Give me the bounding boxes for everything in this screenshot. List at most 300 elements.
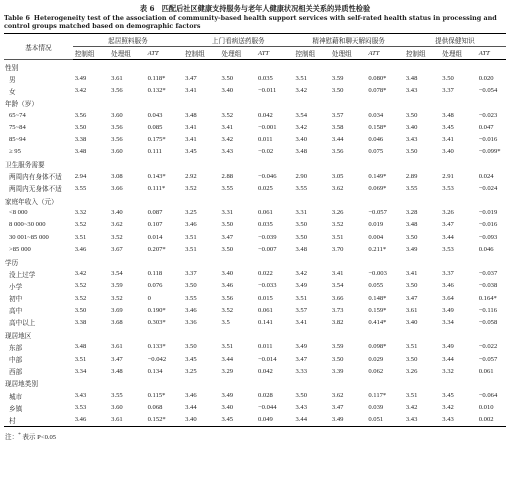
value-cell: 3.43 [221, 148, 234, 156]
value-cell: 3.60 [111, 404, 123, 412]
value-cell: 3.55 [111, 392, 123, 400]
category-row [4, 255, 506, 267]
control-group-header: 控制组 [183, 47, 219, 60]
empty-cell [293, 255, 329, 267]
value-cell: 3.44 [293, 414, 329, 427]
value-cell: 3.68 [111, 318, 123, 326]
value-cell: −0.046 [257, 172, 277, 180]
value-cell: 0.098* [368, 343, 387, 351]
empty-cell [293, 194, 329, 206]
row-label: >85 000 [9, 245, 31, 253]
value-cell: 3.49 [442, 306, 454, 314]
table-row [4, 292, 506, 304]
empty-cell [330, 377, 366, 389]
value-cell: 0.042 [257, 111, 273, 119]
value-cell: 3.43 [74, 392, 87, 400]
table-row [4, 182, 506, 194]
value-cell: 3.48 [74, 148, 87, 156]
value-cell: 3.40 [442, 148, 454, 156]
row-label: 女 [9, 88, 16, 96]
value-cell: 3.31 [221, 209, 234, 217]
value-cell: 3.57 [295, 306, 307, 314]
value-cell: 3.70 [331, 245, 344, 253]
value-cell: 3.45 [185, 148, 197, 156]
value-cell: 0.028 [257, 392, 273, 400]
empty-cell [477, 329, 506, 341]
empty-cell [109, 97, 145, 109]
value-cell: 3.49 [295, 343, 307, 351]
value-cell: 0.133* [147, 343, 166, 351]
table-row [4, 389, 506, 401]
value-cell: 3.42 [295, 123, 307, 131]
category-row [4, 194, 506, 206]
empty-cell [146, 194, 183, 206]
empty-cell [256, 97, 294, 109]
category-label: 性别 [5, 64, 19, 72]
row-label: 高中 [9, 308, 23, 316]
value-cell: 0.414* [368, 318, 387, 326]
value-cell: 3.52 [74, 282, 87, 290]
value-cell: 3.50 [74, 306, 87, 314]
row-label: 30 001~85 000 [9, 233, 49, 241]
value-cell: 3.56 [331, 148, 344, 156]
empty-cell [366, 194, 404, 206]
value-cell: −0.001 [257, 123, 277, 131]
value-cell: 3.51 [405, 343, 418, 351]
value-cell: 3.46 [74, 245, 87, 253]
value-cell: 0.022 [257, 270, 273, 278]
group-header: 上门看病送药服务 [183, 34, 293, 47]
empty-cell [330, 158, 366, 170]
value-cell: 0.061 [257, 306, 273, 314]
value-cell: 3.42 [74, 270, 87, 278]
empty-cell [477, 60, 506, 73]
value-cell: 3.62 [331, 184, 344, 192]
empty-cell [220, 377, 256, 389]
value-cell: 3.44 [185, 404, 197, 412]
note-mark: * [18, 432, 21, 438]
value-cell: 3.53 [442, 184, 454, 192]
value-cell: 3.42 [405, 404, 418, 412]
att-header: ATT [366, 47, 404, 60]
value-cell: 3.49 [221, 392, 234, 400]
value-cell: −0.019 [478, 209, 498, 217]
value-cell: 3.38 [74, 318, 87, 326]
value-cell: −0.093 [478, 233, 498, 241]
value-cell: 3.51 [221, 343, 234, 351]
value-cell: 3.43 [405, 87, 418, 95]
value-cell: 0.148* [368, 294, 387, 302]
empty-cell [293, 377, 329, 389]
value-cell: 3.54 [111, 270, 123, 278]
value-cell: −0.02 [257, 148, 274, 156]
row-label: 65~74 [9, 111, 26, 119]
value-cell: 3.53 [74, 404, 87, 412]
treatment-group-header: 处理组 [440, 47, 476, 60]
category-label: 家庭年收入（元） [5, 198, 58, 206]
table-caption-cn: 表 6 匹配后社区健康支持服务与老年人健康状况相关关系的异质性检验 [139, 4, 371, 13]
value-cell: −0.042 [147, 355, 167, 363]
empty-cell [366, 377, 404, 389]
value-cell: 3.43 [440, 414, 476, 427]
value-cell: 3.52 [74, 294, 87, 302]
value-cell: 3.62 [111, 221, 123, 229]
value-cell: 3.48 [111, 367, 123, 375]
header-row-sub [4, 47, 506, 60]
value-cell: 0.010 [478, 404, 494, 412]
empty-cell [366, 97, 404, 109]
value-cell: 3.48 [442, 111, 454, 119]
value-cell: 3.49 [330, 414, 366, 427]
value-cell: 3.60 [111, 111, 123, 119]
value-cell: 3.59 [331, 75, 344, 83]
value-cell: 0.117* [368, 392, 387, 400]
row-label-header: 基本情况 [4, 34, 73, 60]
group-header: 提供保健知识 [404, 34, 506, 47]
att-header: ATT [477, 47, 506, 60]
empty-cell [404, 97, 440, 109]
value-cell: 0.011 [257, 343, 273, 351]
table-row [4, 231, 506, 243]
value-cell: 0.078* [368, 87, 387, 95]
value-cell: 3.42 [74, 87, 87, 95]
value-cell: 3.37 [185, 270, 197, 278]
category-label: 现居地区 [5, 332, 32, 340]
value-cell: −0.099* [478, 148, 501, 156]
row-label: <8 000 [9, 209, 28, 217]
value-cell: 0.020 [478, 75, 494, 83]
value-cell: 0.046 [478, 245, 494, 253]
empty-cell [183, 60, 219, 73]
table-row [4, 304, 506, 316]
value-cell: 3.49 [74, 75, 87, 83]
value-cell: 0.062 [368, 367, 384, 375]
control-group-header: 控制组 [293, 47, 329, 60]
value-cell: −0.064 [478, 392, 498, 400]
empty-cell [404, 255, 440, 267]
row-label: 初中 [9, 296, 23, 304]
value-cell: 3.46 [442, 282, 454, 290]
table-row [4, 243, 506, 255]
value-cell: 3.52 [221, 306, 234, 314]
value-cell: 3.32 [74, 209, 87, 217]
value-cell: 3.42 [295, 87, 307, 95]
row-label: 小学 [9, 283, 23, 291]
value-cell: 3.51 [185, 245, 197, 253]
value-cell: 0.055 [368, 282, 384, 290]
value-cell: −0.024 [478, 184, 498, 192]
value-cell: 3.45 [442, 123, 454, 131]
value-cell: −0.022 [478, 343, 498, 351]
value-cell: 0.143* [147, 172, 166, 180]
empty-cell [293, 329, 329, 341]
value-cell: 3.41 [185, 123, 197, 131]
value-cell: 3.52 [185, 184, 197, 192]
value-cell: 0.035 [257, 75, 273, 83]
category-row [4, 158, 506, 170]
value-cell: 0.039 [368, 404, 384, 412]
empty-cell [146, 329, 183, 341]
value-cell: 3.52 [111, 233, 123, 241]
table-label: Table 6 [4, 14, 30, 22]
value-cell: 3.82 [331, 318, 344, 326]
value-cell: 3.40 [221, 87, 234, 95]
value-cell: 3.34 [74, 367, 87, 375]
value-cell: 3.49 [405, 245, 418, 253]
table-row [4, 207, 506, 219]
value-cell: 3.60 [111, 148, 123, 156]
empty-cell [183, 255, 219, 267]
value-cell: 3.51 [295, 294, 307, 302]
empty-cell [220, 329, 256, 341]
value-cell: 3.53 [442, 245, 454, 253]
value-cell: 3.44 [442, 355, 454, 363]
empty-cell [256, 158, 294, 170]
value-cell: 0.043 [147, 111, 163, 119]
value-cell: 3.08 [111, 172, 123, 180]
value-cell: 3.45 [185, 355, 197, 363]
category-row [4, 97, 506, 109]
heterogeneity-table [4, 33, 506, 427]
value-cell: 3.05 [331, 172, 344, 180]
empty-cell [220, 255, 256, 267]
value-cell: 3.25 [185, 209, 197, 217]
value-cell: 3.40 [405, 318, 418, 326]
value-cell: 3.37 [442, 87, 454, 95]
row-label: 男 [9, 76, 16, 84]
value-cell: 0.115* [147, 392, 166, 400]
value-cell: 3.43 [404, 414, 440, 427]
value-cell: 3.47 [295, 355, 307, 363]
empty-cell [73, 329, 109, 341]
empty-cell [330, 60, 366, 73]
value-cell: 0.011 [257, 136, 273, 144]
value-cell: 3.51 [331, 233, 344, 241]
value-cell: 3.40 [183, 414, 219, 427]
value-cell: −0.116 [478, 306, 498, 314]
value-cell: 3.50 [221, 245, 234, 253]
value-cell: 3.50 [405, 282, 418, 290]
empty-cell [256, 377, 294, 389]
value-cell: 3.55 [185, 294, 197, 302]
row-label: 中部 [9, 357, 23, 364]
empty-cell [293, 97, 329, 109]
value-cell: 0.164* [478, 294, 497, 302]
empty-cell [109, 329, 145, 341]
value-cell: 0.175* [147, 136, 166, 144]
row-label: 东部 [9, 344, 23, 352]
value-cell: 3.56 [111, 123, 123, 131]
value-cell: 0.152* [146, 414, 183, 427]
value-cell: 3.49 [442, 343, 454, 351]
table-row [4, 219, 506, 231]
row-label: 村 [4, 414, 73, 427]
value-cell: 0.004 [368, 233, 384, 241]
empty-cell [477, 255, 506, 267]
value-cell: 3.41 [221, 123, 234, 131]
value-cell: 3.56 [111, 136, 123, 144]
control-group-header: 控制组 [404, 47, 440, 60]
value-cell: 3.50 [295, 392, 307, 400]
empty-cell [146, 377, 183, 389]
value-cell: −0.016 [478, 221, 498, 229]
category-label: 年龄（岁） [5, 101, 38, 109]
empty-cell [146, 255, 183, 267]
value-cell: 3.47 [405, 294, 418, 302]
value-cell: 0.046 [368, 136, 384, 144]
empty-cell [477, 158, 506, 170]
value-cell: 3.61 [109, 414, 145, 427]
group-header: 起居照料服务 [73, 34, 183, 47]
value-cell: 3.43 [295, 404, 307, 412]
value-cell: 0.051 [366, 414, 404, 427]
empty-cell [109, 194, 145, 206]
empty-cell [73, 60, 109, 73]
empty-cell [366, 158, 404, 170]
value-cell: 3.41 [442, 136, 454, 144]
value-cell: 0 [147, 294, 151, 302]
value-cell: 3.73 [331, 306, 344, 314]
empty-cell [366, 60, 404, 73]
value-cell: 3.57 [331, 111, 344, 119]
note-text: 表示 P<0.05 [22, 434, 57, 442]
value-cell: 0.149* [368, 172, 387, 180]
table-row [4, 85, 506, 97]
value-cell: 3.47 [331, 404, 344, 412]
value-cell: 3.43 [405, 136, 418, 144]
value-cell: 3.61 [111, 343, 123, 351]
table-row [4, 353, 506, 365]
table-row [4, 365, 506, 377]
value-cell: 3.38 [74, 136, 87, 144]
category-row [4, 60, 506, 73]
empty-cell [330, 194, 366, 206]
value-cell: 3.41 [185, 87, 197, 95]
table-row [4, 121, 506, 133]
value-cell: 3.45 [442, 392, 454, 400]
empty-cell [293, 158, 329, 170]
value-cell: 3.55 [405, 184, 418, 192]
empty-cell [183, 97, 219, 109]
empty-cell [404, 194, 440, 206]
table-row [4, 268, 506, 280]
value-cell: 3.40 [221, 270, 234, 278]
table-caption-en [4, 14, 506, 30]
value-cell: 3.48 [74, 343, 87, 351]
empty-cell [109, 60, 145, 73]
value-cell: −0.057 [368, 209, 387, 217]
value-cell: −0.037 [478, 270, 498, 278]
value-cell: 3.5 [221, 318, 230, 326]
empty-cell [73, 194, 109, 206]
value-cell: 3.52 [331, 221, 344, 229]
value-cell: 3.54 [295, 111, 307, 119]
value-cell: 3.48 [405, 75, 418, 83]
value-cell: 3.50 [74, 123, 87, 131]
empty-cell [256, 194, 294, 206]
value-cell: 0.141 [257, 318, 273, 326]
empty-cell [440, 194, 476, 206]
category-row [4, 377, 506, 389]
value-cell: 3.46 [185, 221, 197, 229]
value-cell: 3.54 [331, 282, 344, 290]
att-header: ATT [256, 47, 294, 60]
value-cell: 3.42 [221, 136, 234, 144]
empty-cell [109, 158, 145, 170]
value-cell: 0.111 [147, 148, 162, 156]
value-cell: 3.36 [185, 318, 197, 326]
table-row [4, 414, 506, 427]
value-cell: 0.118 [147, 270, 163, 278]
value-cell: −0.016 [478, 136, 498, 144]
value-cell: 3.29 [221, 367, 234, 375]
row-label: 两周内无身体不适 [9, 186, 62, 194]
value-cell: −0.038 [478, 282, 498, 290]
value-cell: 3.40 [221, 404, 234, 412]
value-cell: 0.029 [368, 355, 384, 363]
empty-cell [146, 60, 183, 73]
value-cell: 0.158* [368, 123, 387, 131]
table-row [4, 73, 506, 85]
value-cell: 0.069* [368, 184, 387, 192]
treatment-group-header: 处理组 [330, 47, 366, 60]
empty-cell [183, 329, 219, 341]
empty-cell [220, 60, 256, 73]
value-cell: 3.56 [74, 111, 87, 119]
control-group-header: 控制组 [73, 47, 109, 60]
value-cell: 0.134 [147, 367, 163, 375]
value-cell: 0.061 [257, 209, 273, 217]
empty-cell [73, 97, 109, 109]
empty-cell [440, 255, 476, 267]
value-cell: 3.59 [111, 282, 123, 290]
value-cell: 3.46 [221, 282, 234, 290]
empty-cell [220, 97, 256, 109]
value-cell: 3.41 [331, 270, 344, 278]
empty-cell [330, 97, 366, 109]
value-cell: 3.41 [405, 270, 418, 278]
value-cell: 3.56 [111, 87, 123, 95]
empty-cell [293, 60, 329, 73]
value-cell: 3.50 [221, 75, 234, 83]
group-header: 精神慰藉和聊天解闷服务 [293, 34, 403, 47]
value-cell: 3.49 [295, 282, 307, 290]
empty-cell [440, 97, 476, 109]
value-cell: 3.59 [331, 343, 344, 351]
value-cell: 0.061 [478, 367, 494, 375]
empty-cell [183, 377, 219, 389]
empty-cell [440, 158, 476, 170]
value-cell: 3.61 [405, 306, 418, 314]
value-cell: 0.015 [257, 294, 273, 302]
value-cell: 3.50 [185, 282, 197, 290]
value-cell: 3.41 [295, 318, 307, 326]
value-cell: 3.39 [331, 367, 344, 375]
value-cell: 3.50 [405, 148, 418, 156]
value-cell: 3.69 [111, 306, 123, 314]
empty-cell [477, 377, 506, 389]
value-cell: 3.32 [442, 367, 454, 375]
value-cell: 0.211* [368, 245, 387, 253]
row-label: 75~84 [9, 123, 26, 131]
value-cell: 0.118* [147, 75, 166, 83]
value-cell: 0.034 [368, 111, 384, 119]
value-cell: 3.37 [442, 270, 454, 278]
empty-cell [256, 60, 294, 73]
empty-cell [109, 377, 145, 389]
value-cell: 2.88 [221, 172, 234, 180]
value-cell: 3.51 [74, 233, 87, 241]
